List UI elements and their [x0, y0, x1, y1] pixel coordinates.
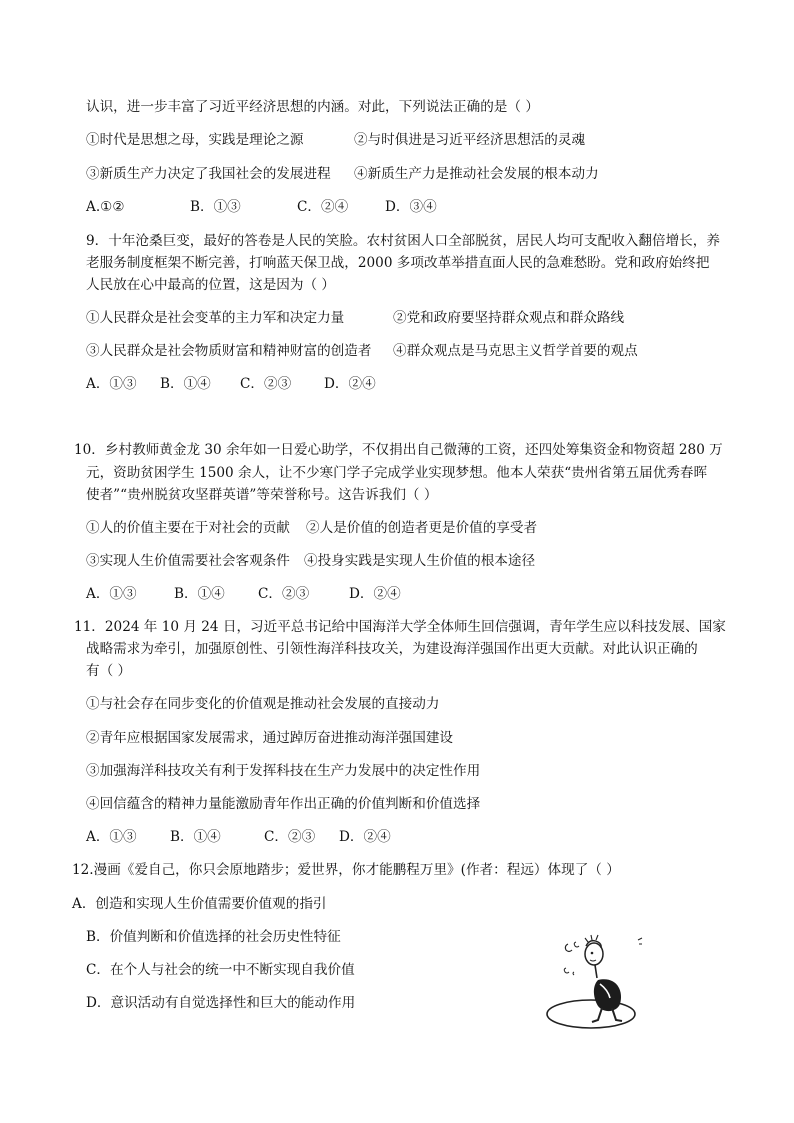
q9-option-b: B．①④ — [160, 376, 211, 392]
q8-options — [86, 197, 437, 217]
q11-item-1: ①与社会存在同步变化的价值观是推动社会发展的直接动力 — [86, 696, 440, 712]
q12-option-b: B．价值判断和价值选择的社会历史性特征 — [86, 929, 341, 945]
q12-option-c: C．在个人与社会的统一中不断实现自我价值 — [86, 962, 355, 978]
q11-stem-line-3: 有（ ） — [86, 663, 132, 679]
q8-option-c: C．②④ — [297, 199, 349, 215]
q10-item-3: ③实现人生价值需要社会客观条件 — [86, 553, 290, 569]
q11-stem-line-2: 战略需求为牵引，加强原创性、引领性海洋科技攻关，为建设海洋强国作出更大贡献。对此认识正确的 — [86, 641, 698, 657]
q9-item-2: ②党和政府要坚持群众观点和群众路线 — [393, 310, 625, 326]
q9-item-4: ④群众观点是马克思主义哲学首要的观点 — [393, 343, 638, 359]
q8-item-3: ③新质生产力决定了我国社会的发展进程 — [86, 166, 331, 182]
q8-item-4: ④新质生产力是推动社会发展的根本动力 — [354, 166, 599, 182]
q11-options — [86, 827, 391, 847]
q10-option-c: C．②③ — [258, 586, 310, 602]
q9-option-a: A．①③ — [86, 376, 137, 392]
q11-item-3: ③加强海洋科技攻关有利于发挥科技在生产力发展中的决定性作用 — [86, 763, 481, 779]
q10-item-2: ②人是价值的创造者更是价值的享受者 — [306, 520, 538, 536]
q9-item-1: ①人民群众是社会变革的主力军和决定力量 — [86, 310, 345, 326]
q9-stem-line-2: 老服务制度框架不断完善，打响蓝天保卫战，2000 多项改革举措直面人民的急难愁盼。党和政府始终把 — [86, 255, 710, 271]
q9-option-d: D．②④ — [324, 376, 376, 392]
q8-option-d: D．③④ — [385, 199, 437, 215]
q9-options — [86, 374, 376, 394]
q12-option-a: A．创造和实现人生价值需要价值观的指引 — [72, 896, 327, 912]
q10-option-b: B．①④ — [174, 586, 225, 602]
q11-item-2: ②青年应根据国家发展需求，通过踔厉奋进推动海洋强国建设 — [86, 730, 454, 746]
q8-item-2: ②与时俱进是习近平经济思想活的灵魂 — [354, 132, 586, 148]
q11-option-c: C．②③ — [264, 829, 316, 845]
q8-option-b: B．①③ — [190, 199, 241, 215]
q11-item-4: ④回信蕴含的精神力量能激励青年作出正确的价值判断和价值选择 — [86, 796, 481, 812]
q8-item-1: ①时代是思想之母，实践是理论之源 — [86, 132, 304, 148]
q11-option-d: D．②④ — [339, 829, 391, 845]
q10-stem-line-3: 使者”“贵州脱贫攻坚群英谱”等荣誉称号。这告诉我们（ ） — [86, 487, 438, 503]
cartoon-figure-circling-icon — [538, 928, 654, 1032]
q11-option-b: B．①④ — [170, 829, 221, 845]
q10-item-1: ①人的价值主要在于对社会的贡献 — [86, 520, 290, 536]
q10-stem-line-1: 10．乡村教师黄金龙 30 余年如一日爱心助学，不仅捐出自己微薄的工资，还四处筹集资金和物资超 280 万 — [74, 442, 723, 458]
q10-stem-line-2: 元，资助贫困学生 1500 余人，让不少寒门学子完成学业实现梦想。他本人荣获“贵州省第五届优秀春晖 — [86, 465, 708, 481]
q9-stem-line-1: 9．十年沧桑巨变，最好的答卷是人民的笑脸。农村贫困人口全部脱贫，居民人均可支配收入翻倍增长，养 — [86, 233, 720, 249]
q10-options — [86, 584, 401, 604]
q11-option-a: A．①③ — [86, 829, 137, 845]
q12-option-d: D．意识活动有自觉选择性和巨大的能动作用 — [86, 995, 356, 1011]
q8-stem-tail: 认识，进一步丰富了习近平经济思想的内涵。对此，下列说法正确的是（ ） — [86, 99, 539, 115]
q9-stem-line-3: 人民放在心中最高的位置，这是因为（ ） — [86, 277, 336, 293]
q9-item-3: ③人民群众是社会物质财富和精神财富的创造者 — [86, 343, 372, 359]
q10-item-4: ④投身实践是实现人生价值的根本途径 — [304, 553, 536, 569]
q8-option-a: A.①② — [86, 199, 125, 215]
q9-option-c: C．②③ — [240, 376, 292, 392]
q10-option-d: D．②④ — [349, 586, 401, 602]
q11-stem-line-1: 11．2024 年 10 月 24 日，习近平总书记给中国海洋大学全体师生回信强调，青年学生应以科技发展、国家 — [74, 619, 726, 635]
q10-option-a: A．①③ — [86, 586, 137, 602]
q12-stem: 12.漫画《爱自己，你只会原地踏步；爱世界，你才能鹏程万里》(作者：程远）体现了（ ） — [72, 862, 620, 878]
